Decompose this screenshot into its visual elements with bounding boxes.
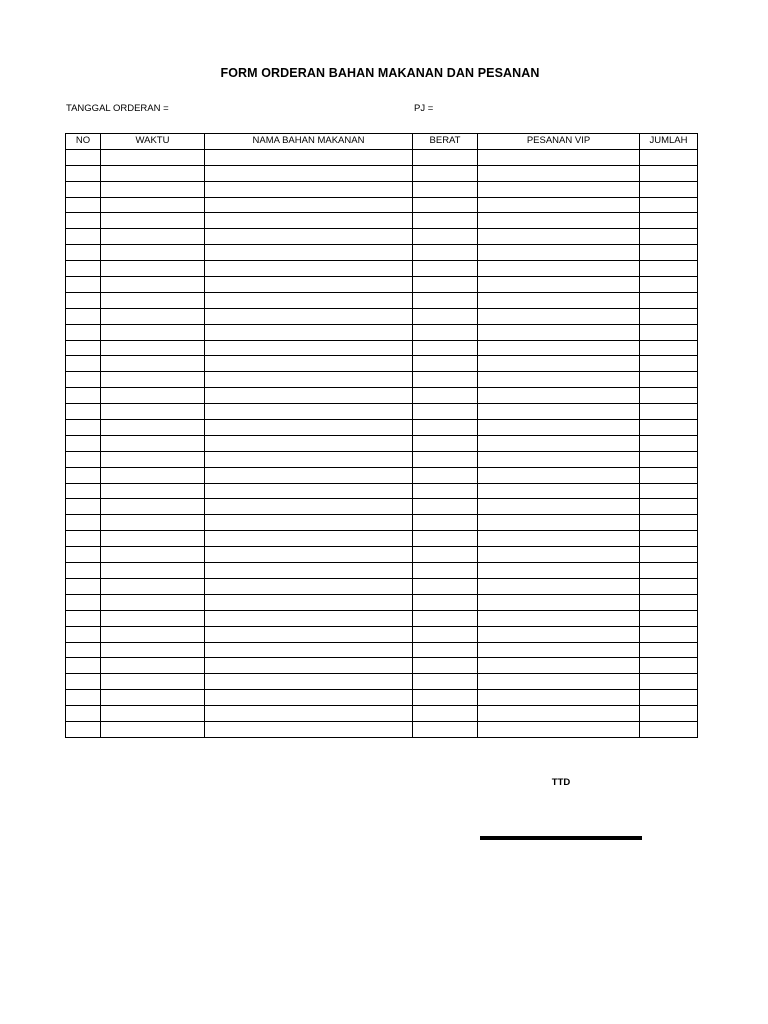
table-cell[interactable]: [66, 642, 101, 658]
table-cell[interactable]: [413, 451, 478, 467]
table-cell[interactable]: [478, 547, 640, 563]
table-cell[interactable]: [640, 578, 698, 594]
table-cell[interactable]: [413, 229, 478, 245]
table-cell[interactable]: [640, 420, 698, 436]
signature-line: [480, 836, 642, 840]
table-cell[interactable]: [413, 372, 478, 388]
table-cell[interactable]: [413, 404, 478, 420]
table-row: [66, 356, 698, 372]
table-cell[interactable]: [101, 340, 205, 356]
table-cell[interactable]: [478, 483, 640, 499]
table-row: [66, 610, 698, 626]
table-cell[interactable]: [478, 642, 640, 658]
column-header-no: NO: [66, 134, 101, 150]
table-cell[interactable]: [66, 292, 101, 308]
table-cell[interactable]: [205, 404, 413, 420]
table-cell[interactable]: [478, 467, 640, 483]
table-cell[interactable]: [478, 292, 640, 308]
table-cell[interactable]: [101, 324, 205, 340]
table-cell[interactable]: [205, 578, 413, 594]
table-cell[interactable]: [413, 721, 478, 737]
column-header-nama-bahan-makanan: NAMA BAHAN MAKANAN: [205, 134, 413, 150]
table-cell[interactable]: [66, 165, 101, 181]
table-cell[interactable]: [478, 531, 640, 547]
table-cell[interactable]: [101, 531, 205, 547]
table-cell[interactable]: [205, 197, 413, 213]
table-row: [66, 690, 698, 706]
table-cell[interactable]: [101, 642, 205, 658]
table-row: [66, 292, 698, 308]
table-cell[interactable]: [478, 594, 640, 610]
table-cell[interactable]: [101, 578, 205, 594]
table-cell[interactable]: [640, 435, 698, 451]
column-header-waktu: WAKTU: [101, 134, 205, 150]
table-row: [66, 515, 698, 531]
table-cell[interactable]: [413, 610, 478, 626]
table-cell[interactable]: [66, 721, 101, 737]
table-row: [66, 467, 698, 483]
table-cell[interactable]: [101, 165, 205, 181]
table-cell[interactable]: [478, 356, 640, 372]
table-cell[interactable]: [66, 213, 101, 229]
table-cell[interactable]: [413, 706, 478, 722]
table-cell[interactable]: [413, 308, 478, 324]
table-cell[interactable]: [66, 420, 101, 436]
table-cell[interactable]: [413, 181, 478, 197]
table-row: [66, 165, 698, 181]
table-cell[interactable]: [413, 388, 478, 404]
table-cell[interactable]: [101, 467, 205, 483]
table-row: [66, 229, 698, 245]
table-cell[interactable]: [205, 690, 413, 706]
table-cell[interactable]: [640, 594, 698, 610]
table-cell[interactable]: [478, 578, 640, 594]
table-cell[interactable]: [413, 563, 478, 579]
table-row: [66, 658, 698, 674]
table-cell[interactable]: [101, 149, 205, 165]
order-table: [65, 133, 698, 738]
table-cell[interactable]: [640, 483, 698, 499]
table-row: [66, 404, 698, 420]
table-cell[interactable]: [413, 340, 478, 356]
table-cell[interactable]: [478, 420, 640, 436]
table-cell[interactable]: [478, 149, 640, 165]
table-cell[interactable]: [640, 308, 698, 324]
table-cell[interactable]: [205, 340, 413, 356]
table-cell[interactable]: [205, 356, 413, 372]
table-cell[interactable]: [101, 277, 205, 293]
table-cell[interactable]: [413, 324, 478, 340]
table-cell[interactable]: [66, 356, 101, 372]
table-cell[interactable]: [101, 547, 205, 563]
table-cell[interactable]: [478, 165, 640, 181]
table-cell[interactable]: [413, 292, 478, 308]
table-row: [66, 642, 698, 658]
table-cell[interactable]: [640, 674, 698, 690]
table-cell[interactable]: [101, 292, 205, 308]
table-cell[interactable]: [101, 181, 205, 197]
table-cell[interactable]: [66, 626, 101, 642]
table-cell[interactable]: [478, 245, 640, 261]
table-cell[interactable]: [478, 229, 640, 245]
table-row: [66, 547, 698, 563]
table-cell[interactable]: [478, 706, 640, 722]
table-cell[interactable]: [640, 324, 698, 340]
table-cell[interactable]: [101, 420, 205, 436]
table-cell[interactable]: [478, 721, 640, 737]
table-cell[interactable]: [66, 499, 101, 515]
table-cell[interactable]: [205, 451, 413, 467]
table-cell[interactable]: [66, 308, 101, 324]
table-cell[interactable]: [640, 658, 698, 674]
table-cell[interactable]: [478, 261, 640, 277]
table-cell[interactable]: [205, 610, 413, 626]
table-cell[interactable]: [66, 340, 101, 356]
table-row: [66, 277, 698, 293]
table-cell[interactable]: [478, 372, 640, 388]
table-cell[interactable]: [413, 690, 478, 706]
table-cell[interactable]: [101, 451, 205, 467]
table-cell[interactable]: [205, 531, 413, 547]
table-cell[interactable]: [205, 674, 413, 690]
table-cell[interactable]: [478, 181, 640, 197]
table-cell[interactable]: [101, 721, 205, 737]
table-cell[interactable]: [66, 404, 101, 420]
table-cell[interactable]: [413, 515, 478, 531]
table-cell[interactable]: [413, 578, 478, 594]
table-cell[interactable]: [413, 261, 478, 277]
table-cell[interactable]: [66, 324, 101, 340]
table-row: [66, 563, 698, 579]
table-cell[interactable]: [640, 563, 698, 579]
table-cell[interactable]: [205, 563, 413, 579]
table-cell[interactable]: [66, 547, 101, 563]
table-cell[interactable]: [413, 547, 478, 563]
table-cell[interactable]: [640, 690, 698, 706]
table-cell[interactable]: [205, 292, 413, 308]
table-cell[interactable]: [101, 658, 205, 674]
table-cell[interactable]: [205, 388, 413, 404]
table-cell[interactable]: [478, 404, 640, 420]
table-cell[interactable]: [205, 149, 413, 165]
table-cell[interactable]: [640, 706, 698, 722]
table-cell[interactable]: [478, 563, 640, 579]
tanggal-orderan-label: TANGGAL ORDERAN =: [66, 103, 169, 114]
table-cell[interactable]: [205, 706, 413, 722]
table-cell[interactable]: [640, 515, 698, 531]
table-cell[interactable]: [66, 594, 101, 610]
table-cell[interactable]: [66, 388, 101, 404]
table-row: [66, 420, 698, 436]
table-cell[interactable]: [640, 356, 698, 372]
table-cell[interactable]: [478, 213, 640, 229]
table-cell[interactable]: [640, 245, 698, 261]
table-cell[interactable]: [640, 197, 698, 213]
table-cell[interactable]: [640, 547, 698, 563]
table-cell[interactable]: [640, 642, 698, 658]
table-cell[interactable]: [66, 515, 101, 531]
table-row: [66, 706, 698, 722]
table-cell[interactable]: [478, 197, 640, 213]
table-cell[interactable]: [413, 674, 478, 690]
table-cell[interactable]: [66, 435, 101, 451]
table-row: [66, 245, 698, 261]
table-cell[interactable]: [101, 213, 205, 229]
table-row: [66, 197, 698, 213]
table-cell[interactable]: [640, 610, 698, 626]
table-cell[interactable]: [101, 245, 205, 261]
table-cell[interactable]: [66, 372, 101, 388]
table-cell[interactable]: [205, 261, 413, 277]
table-cell[interactable]: [478, 499, 640, 515]
table-cell[interactable]: [413, 594, 478, 610]
table-cell[interactable]: [205, 372, 413, 388]
table-cell[interactable]: [413, 435, 478, 451]
table-cell[interactable]: [640, 213, 698, 229]
table-cell[interactable]: [66, 467, 101, 483]
table-row: [66, 261, 698, 277]
table-cell[interactable]: [66, 531, 101, 547]
table-cell[interactable]: [205, 213, 413, 229]
table-row: [66, 483, 698, 499]
table-cell[interactable]: [640, 292, 698, 308]
table-cell[interactable]: [101, 435, 205, 451]
table-cell[interactable]: [66, 610, 101, 626]
table-cell[interactable]: [640, 626, 698, 642]
table-cell[interactable]: [413, 658, 478, 674]
table-cell[interactable]: [413, 467, 478, 483]
table-cell[interactable]: [101, 483, 205, 499]
table-cell[interactable]: [640, 499, 698, 515]
table-cell[interactable]: [66, 181, 101, 197]
table-cell[interactable]: [640, 149, 698, 165]
table-cell[interactable]: [413, 356, 478, 372]
table-cell[interactable]: [205, 467, 413, 483]
table-cell[interactable]: [478, 451, 640, 467]
table-cell[interactable]: [205, 499, 413, 515]
table-cell[interactable]: [205, 547, 413, 563]
table-cell[interactable]: [478, 610, 640, 626]
table-cell[interactable]: [66, 674, 101, 690]
table-cell[interactable]: [101, 308, 205, 324]
table-cell[interactable]: [478, 324, 640, 340]
table-row: [66, 499, 698, 515]
table-cell[interactable]: [205, 324, 413, 340]
table-cell[interactable]: [205, 515, 413, 531]
table-cell[interactable]: [101, 563, 205, 579]
table-cell[interactable]: [101, 674, 205, 690]
table-cell[interactable]: [413, 149, 478, 165]
table-cell[interactable]: [478, 674, 640, 690]
table-row: [66, 308, 698, 324]
table-cell[interactable]: [101, 499, 205, 515]
table-cell[interactable]: [640, 277, 698, 293]
table-cell[interactable]: [101, 261, 205, 277]
table-cell[interactable]: [101, 372, 205, 388]
table-cell[interactable]: [66, 451, 101, 467]
table-cell[interactable]: [205, 626, 413, 642]
table-row: [66, 578, 698, 594]
table-cell[interactable]: [413, 245, 478, 261]
table-cell[interactable]: [66, 245, 101, 261]
table-cell[interactable]: [205, 642, 413, 658]
table-cell[interactable]: [205, 277, 413, 293]
table-cell[interactable]: [640, 451, 698, 467]
table-cell[interactable]: [101, 610, 205, 626]
table-cell[interactable]: [101, 706, 205, 722]
table-row: [66, 594, 698, 610]
table-cell[interactable]: [478, 515, 640, 531]
table-cell[interactable]: [413, 531, 478, 547]
form-title: FORM ORDERAN BAHAN MAKANAN DAN PESANAN: [220, 66, 540, 80]
table-cell[interactable]: [478, 308, 640, 324]
table-row: [66, 451, 698, 467]
table-cell[interactable]: [66, 197, 101, 213]
table-cell[interactable]: [101, 594, 205, 610]
table-cell[interactable]: [478, 277, 640, 293]
pj-label: PJ =: [414, 103, 434, 114]
table-cell[interactable]: [478, 658, 640, 674]
table-row: [66, 626, 698, 642]
table-row: [66, 149, 698, 165]
table-cell[interactable]: [66, 149, 101, 165]
table-cell[interactable]: [205, 658, 413, 674]
table-cell[interactable]: [101, 626, 205, 642]
table-cell[interactable]: [66, 706, 101, 722]
table-header-row: [66, 134, 698, 150]
table-cell[interactable]: [640, 181, 698, 197]
table-cell[interactable]: [413, 213, 478, 229]
table-cell[interactable]: [66, 229, 101, 245]
table-cell[interactable]: [640, 340, 698, 356]
table-cell[interactable]: [640, 404, 698, 420]
table-cell[interactable]: [640, 467, 698, 483]
table-cell[interactable]: [205, 594, 413, 610]
table-cell[interactable]: [478, 388, 640, 404]
table-cell[interactable]: [101, 404, 205, 420]
table-cell[interactable]: [66, 658, 101, 674]
table-cell[interactable]: [205, 245, 413, 261]
table-row: [66, 340, 698, 356]
table-cell[interactable]: [640, 165, 698, 181]
column-header-berat: BERAT: [413, 134, 478, 150]
table-cell[interactable]: [640, 229, 698, 245]
table-cell[interactable]: [413, 483, 478, 499]
table-cell[interactable]: [413, 197, 478, 213]
table-cell[interactable]: [478, 626, 640, 642]
table-cell[interactable]: [66, 277, 101, 293]
table-cell[interactable]: [640, 388, 698, 404]
table-cell[interactable]: [66, 563, 101, 579]
table-cell[interactable]: [205, 229, 413, 245]
table-cell[interactable]: [66, 578, 101, 594]
table-row: [66, 435, 698, 451]
table-row: [66, 372, 698, 388]
table-cell[interactable]: [101, 356, 205, 372]
table-cell[interactable]: [66, 261, 101, 277]
table-cell[interactable]: [66, 690, 101, 706]
table-cell[interactable]: [640, 261, 698, 277]
table-row: [66, 531, 698, 547]
order-table-body: [66, 149, 698, 737]
table-cell[interactable]: [101, 388, 205, 404]
table-row: [66, 324, 698, 340]
column-header-pesanan-vip: PESANAN VIP: [478, 134, 640, 150]
column-header-jumlah: JUMLAH: [640, 134, 698, 150]
table-cell[interactable]: [478, 690, 640, 706]
table-cell[interactable]: [413, 499, 478, 515]
table-cell[interactable]: [413, 165, 478, 181]
table-cell[interactable]: [640, 531, 698, 547]
table-cell[interactable]: [101, 229, 205, 245]
table-row: [66, 388, 698, 404]
table-row: [66, 213, 698, 229]
table-cell[interactable]: [66, 483, 101, 499]
table-cell[interactable]: [205, 420, 413, 436]
table-cell[interactable]: [101, 690, 205, 706]
table-cell[interactable]: [640, 372, 698, 388]
table-cell[interactable]: [205, 181, 413, 197]
table-cell[interactable]: [640, 721, 698, 737]
table-cell[interactable]: [205, 435, 413, 451]
table-cell[interactable]: [413, 642, 478, 658]
table-cell[interactable]: [413, 626, 478, 642]
table-cell[interactable]: [101, 197, 205, 213]
table-row: [66, 674, 698, 690]
table-cell[interactable]: [478, 340, 640, 356]
table-cell[interactable]: [205, 165, 413, 181]
table-cell[interactable]: [478, 435, 640, 451]
table-cell[interactable]: [205, 308, 413, 324]
table-cell[interactable]: [413, 420, 478, 436]
table-row: [66, 181, 698, 197]
table-cell[interactable]: [101, 515, 205, 531]
table-row: [66, 721, 698, 737]
table-cell[interactable]: [205, 721, 413, 737]
table-cell[interactable]: [205, 483, 413, 499]
table-cell[interactable]: [413, 277, 478, 293]
signature-label: TTD: [551, 777, 571, 788]
